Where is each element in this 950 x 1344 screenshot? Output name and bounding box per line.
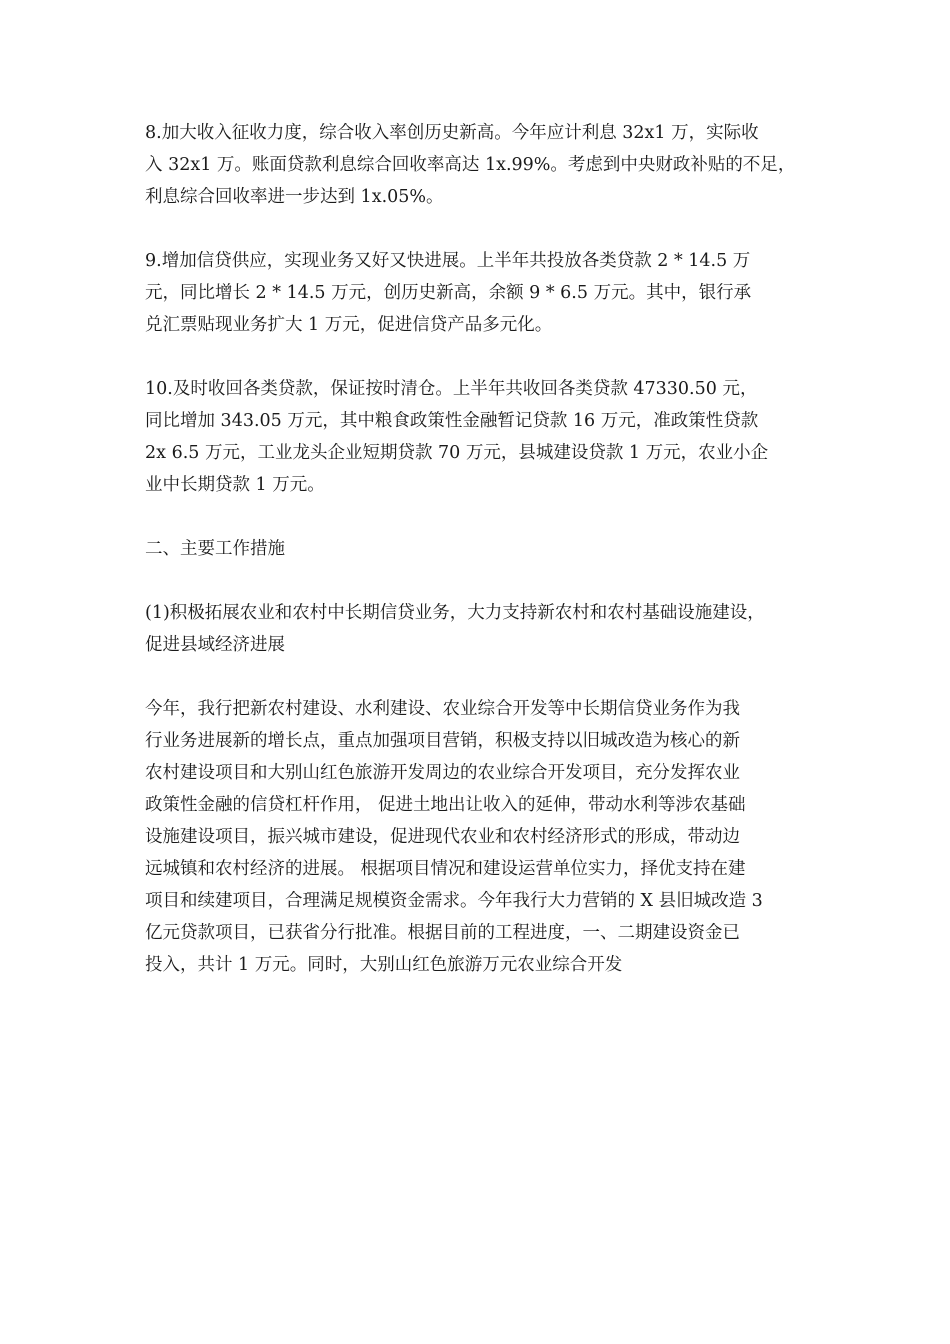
paragraph-line: 业中长期贷款 1 万元。 bbox=[145, 475, 325, 495]
paragraph-line: 兑汇票贴现业务扩大 1 万元，促进信贷产品多元化。 bbox=[145, 315, 553, 335]
paragraph-line: 入 32x1 万。账面贷款利息综合回收率高达 1x.99%。考虑到中央财政补贴的不足， bbox=[145, 155, 796, 175]
paragraph-line: 促进县域经济进展 bbox=[145, 635, 285, 655]
paragraph-line: 政策性金融的信贷杠杆作用， 促进土地出让收入的延伸，带动水利等涉农基础 bbox=[145, 795, 746, 815]
paragraph-line: 远城镇和农村经济的进展。 根据项目情况和建设运营单位实力，择优支持在建 bbox=[145, 859, 746, 879]
paragraph-line: 同比增加 343.05 万元，其中粮食政策性金融暂记贷款 16 万元，准政策性贷款 bbox=[145, 411, 759, 431]
paragraph-line: 9.增加信贷供应，实现业务又好又快进展。上半年共投放各类贷款 2 * 14.5 万 bbox=[145, 251, 751, 271]
paragraph-line: 设施建设项目，振兴城市建设，促进现代农业和农村经济形式的形成，带动边 bbox=[145, 827, 740, 847]
paragraph-line: 亿元贷款项目，已获省分行批准。根据目前的工程进度，一、二期建设资金已 bbox=[145, 923, 740, 943]
paragraph-measure-1-heading bbox=[145, 597, 835, 661]
paragraph-line: (1)积极拓展农业和农村中长期信贷业务，大力支持新农村和农村基础设施建设， bbox=[145, 603, 765, 623]
paragraph-item-10 bbox=[145, 373, 835, 501]
document-page bbox=[145, 117, 835, 1013]
paragraph-item-8 bbox=[145, 117, 835, 213]
paragraph-line: 农村建设项目和大别山红色旅游开发周边的农业综合开发项目，充分发挥农业 bbox=[145, 763, 740, 783]
paragraph-line: 8.加大收入征收力度，综合收入率创历史新高。今年应计利息 32x1 万，实际收 bbox=[145, 123, 759, 143]
paragraph-section-heading-2 bbox=[145, 533, 835, 565]
paragraph-line: 2x 6.5 万元，工业龙头企业短期贷款 70 万元，县城建设贷款 1 万元，农业小企 bbox=[145, 443, 769, 463]
paragraph-line: 10.及时收回各类贷款，保证按时清仓。上半年共收回各类贷款 47330.50 元， bbox=[145, 379, 758, 399]
paragraph-line: 二、主要工作措施 bbox=[145, 539, 285, 559]
paragraph-measure-1-body bbox=[145, 693, 835, 981]
paragraph-line: 项目和续建项目，合理满足规模资金需求。今年我行大力营销的 X 县旧城改造 3 bbox=[145, 891, 763, 911]
paragraph-line: 投入，共计 1 万元。同时，大别山红色旅游万元农业综合开发 bbox=[145, 955, 623, 975]
paragraph-line: 元，同比增长 2 * 14.5 万元，创历史新高，余额 9 * 6.5 万元。其中，银行承 bbox=[145, 283, 752, 303]
paragraph-item-9 bbox=[145, 245, 835, 341]
paragraph-line: 今年，我行把新农村建设、水利建设、农业综合开发等中长期信贷业务作为我 bbox=[145, 699, 740, 719]
paragraph-line: 利息综合回收率进一步达到 1x.05%。 bbox=[145, 187, 444, 207]
paragraph-line: 行业务进展新的增长点，重点加强项目营销，积极支持以旧城改造为核心的新 bbox=[145, 731, 740, 751]
